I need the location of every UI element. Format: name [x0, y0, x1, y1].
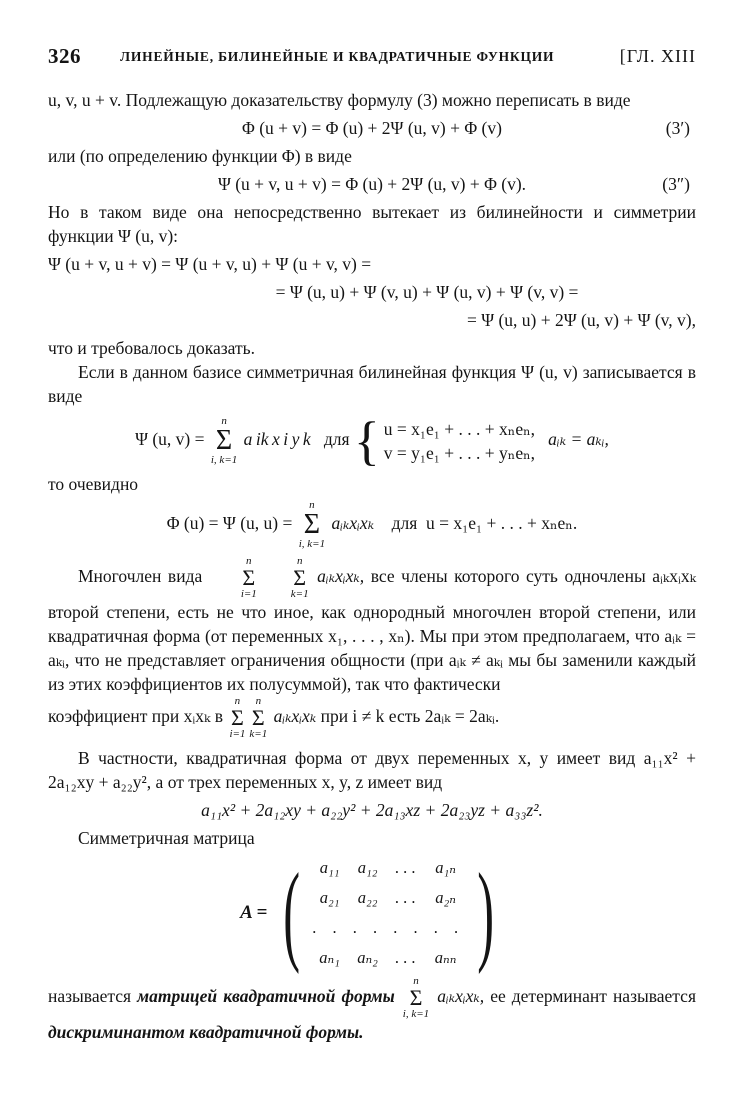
matrix-dots-row: . . . . . . . .: [312, 918, 465, 937]
paragraph-polynomial: Многочлен вида n Σ i=1 n Σ k=1 aᵢₖxᵢxₖ, все члены которого суть одночлены aᵢₖxᵢxₖ второй степени, есть не что иное, как однородный многочлен второй степени, или квадратичная форма (от переменных x₁, . . . , xₙ). Мы при этом предполагаем, что aᵢₖ = aₖᵢ, что не представляет ограничения общности (при aᵢₖ ≠ aₖᵢ мы бы заменили каждый из этих коэффициентов их полусуммой), так что фактически: [48, 555, 697, 694]
equation-number: (3″): [662, 174, 690, 194]
vector-u: u = x₁e₁ + . . . + xₙeₙ.: [426, 513, 578, 534]
matrix-grid: [311, 856, 467, 970]
matrix-cell: . . .: [395, 888, 416, 907]
equation-number: (3′): [665, 118, 690, 138]
matrix-cell: a₁ₙ: [435, 858, 456, 877]
paragraph-obvious: то очевидно: [48, 474, 139, 494]
paragraph-definition: или (по определению функции Φ) в виде: [48, 146, 352, 166]
left-brace-icon: {: [353, 411, 380, 471]
sum-symbol-i: n Σ i=1: [229, 695, 246, 740]
matrix-cell: aₙ₁: [319, 948, 340, 967]
running-header: [48, 44, 696, 74]
paragraph-intro: u, v, u + v. Подлежащую доказательству формулу (3) можно переписать в виде: [48, 90, 631, 110]
left-paren-icon: (: [283, 851, 301, 975]
paragraph-symmetric-matrix: Симметричная матрица: [78, 828, 255, 848]
sum-symbol: n Σ i, k=1: [298, 499, 326, 550]
symmetry-condition: aᵢₖ = aₖᵢ,: [548, 429, 609, 450]
paragraph-qed: что и требовалось доказать.: [48, 338, 256, 358]
term-quadratic-form-matrix: матрицей квадратичной формы: [137, 986, 395, 1007]
matrix-cell: a₁₁: [319, 858, 340, 877]
equation-3-prime: [48, 116, 696, 140]
paragraph-basis: Если в данном базисе симметричная билинейная функция Ψ (u, v) записывается в виде: [48, 362, 696, 406]
equation-lhs: Φ (u) = Ψ (u, u) =: [166, 513, 293, 534]
equation-quadratic: [48, 500, 696, 550]
matrix-cell: . . .: [395, 858, 416, 877]
matrix-cell: a₁₂: [357, 858, 378, 877]
right-paren-icon: ): [476, 851, 494, 975]
paragraph-final: называется матрицей квадратичной формы n Σ i, k=1 aᵢₖxᵢxₖ, ее детерминант называется дискриминантом квадратичной формы.: [48, 975, 696, 1042]
equation-3-double-prime: [48, 172, 696, 196]
running-title: ЛИНЕЙНЫЕ, БИЛИНЕЙНЫЕ И КВАДРАТИЧНЫЕ ФУНКЦИИ: [120, 49, 555, 64]
matrix-cell: a₂₁: [319, 888, 340, 907]
system-line-v: v = y₁e₁ + . . . + yₙeₙ,: [383, 443, 536, 463]
chain-line-2: = Ψ (u, u) + Ψ (v, u) + Ψ (u, v) + Ψ (v, v) =: [275, 282, 579, 302]
equation-body: Ψ (u + v, u + v) = Φ (u) + 2Ψ (u, v) + Φ (v).: [217, 174, 527, 194]
system-line-u: u = x₁e₁ + . . . + xₙeₙ,: [383, 419, 536, 439]
paragraph-bilinearity: Но в таком виде она непосредственно вытекает из билинейности и симметрии функции Ψ (u, v):: [48, 202, 696, 246]
sum-symbol: n Σ i, k=1: [210, 415, 238, 466]
matrix-cell: a₂ₙ: [435, 888, 456, 907]
term-discriminant: дискриминантом квадратичной формы.: [48, 1022, 364, 1042]
matrix-cell: a₂₂: [357, 888, 378, 907]
matrix-cell: aₙₙ: [434, 948, 457, 967]
equation-three-variables: a₁₁x² + 2a₁₂xy + a₂₂y² + 2a₁₃xz + 2a₂₃yz + a₃₃z².: [201, 800, 543, 820]
sum-term: aᵢₖxᵢxₖ: [331, 513, 375, 534]
matrix-label: A =: [240, 902, 268, 923]
word-for: для: [323, 429, 350, 450]
chain-line-3: = Ψ (u, u) + 2Ψ (u, v) + Ψ (v, v),: [466, 310, 696, 330]
body-text: [48, 88, 696, 1044]
sum-term: a ik x i y k: [243, 429, 311, 450]
brace-system: [353, 411, 536, 471]
word-for: для: [391, 513, 418, 534]
matrix-cell: . . .: [395, 948, 416, 967]
sum-symbol: n Σ i, k=1: [402, 975, 430, 1020]
chain-line-1: Ψ (u + v, u + v) = Ψ (u + v, u) + Ψ (u + v, v) =: [48, 254, 372, 274]
paragraph-particular: В частности, квадратичная форма от двух переменных x, y имеет вид a₁₁x² + 2a₁₂xy + a₂₂y², а от трех переменных x, y, z имеет вид: [48, 748, 696, 792]
sum-symbol-k: n Σ k=1: [249, 695, 268, 740]
matrix-A: [48, 851, 696, 975]
paragraph-coefficient: коэффициент при xᵢxₖ в n Σ i=1 n Σ k=1 aᵢₖxᵢxₖ при i ≠ k есть 2aᵢₖ = 2aₖᵢ.: [48, 695, 500, 740]
sum-symbol-k: n Σ k=1: [290, 555, 309, 600]
sum-symbol-i: n Σ i=1: [240, 555, 257, 600]
matrix-cell: aₙ₂: [357, 948, 378, 967]
equation-body: Φ (u + v) = Φ (u) + 2Ψ (u, v) + Φ (v): [242, 118, 502, 138]
equation-bilinear-form: [48, 411, 696, 471]
equation-lhs: Ψ (u, v) =: [135, 429, 205, 450]
chapter-marker: [ГЛ. XIII: [619, 46, 696, 66]
page-number: 326: [48, 44, 81, 68]
